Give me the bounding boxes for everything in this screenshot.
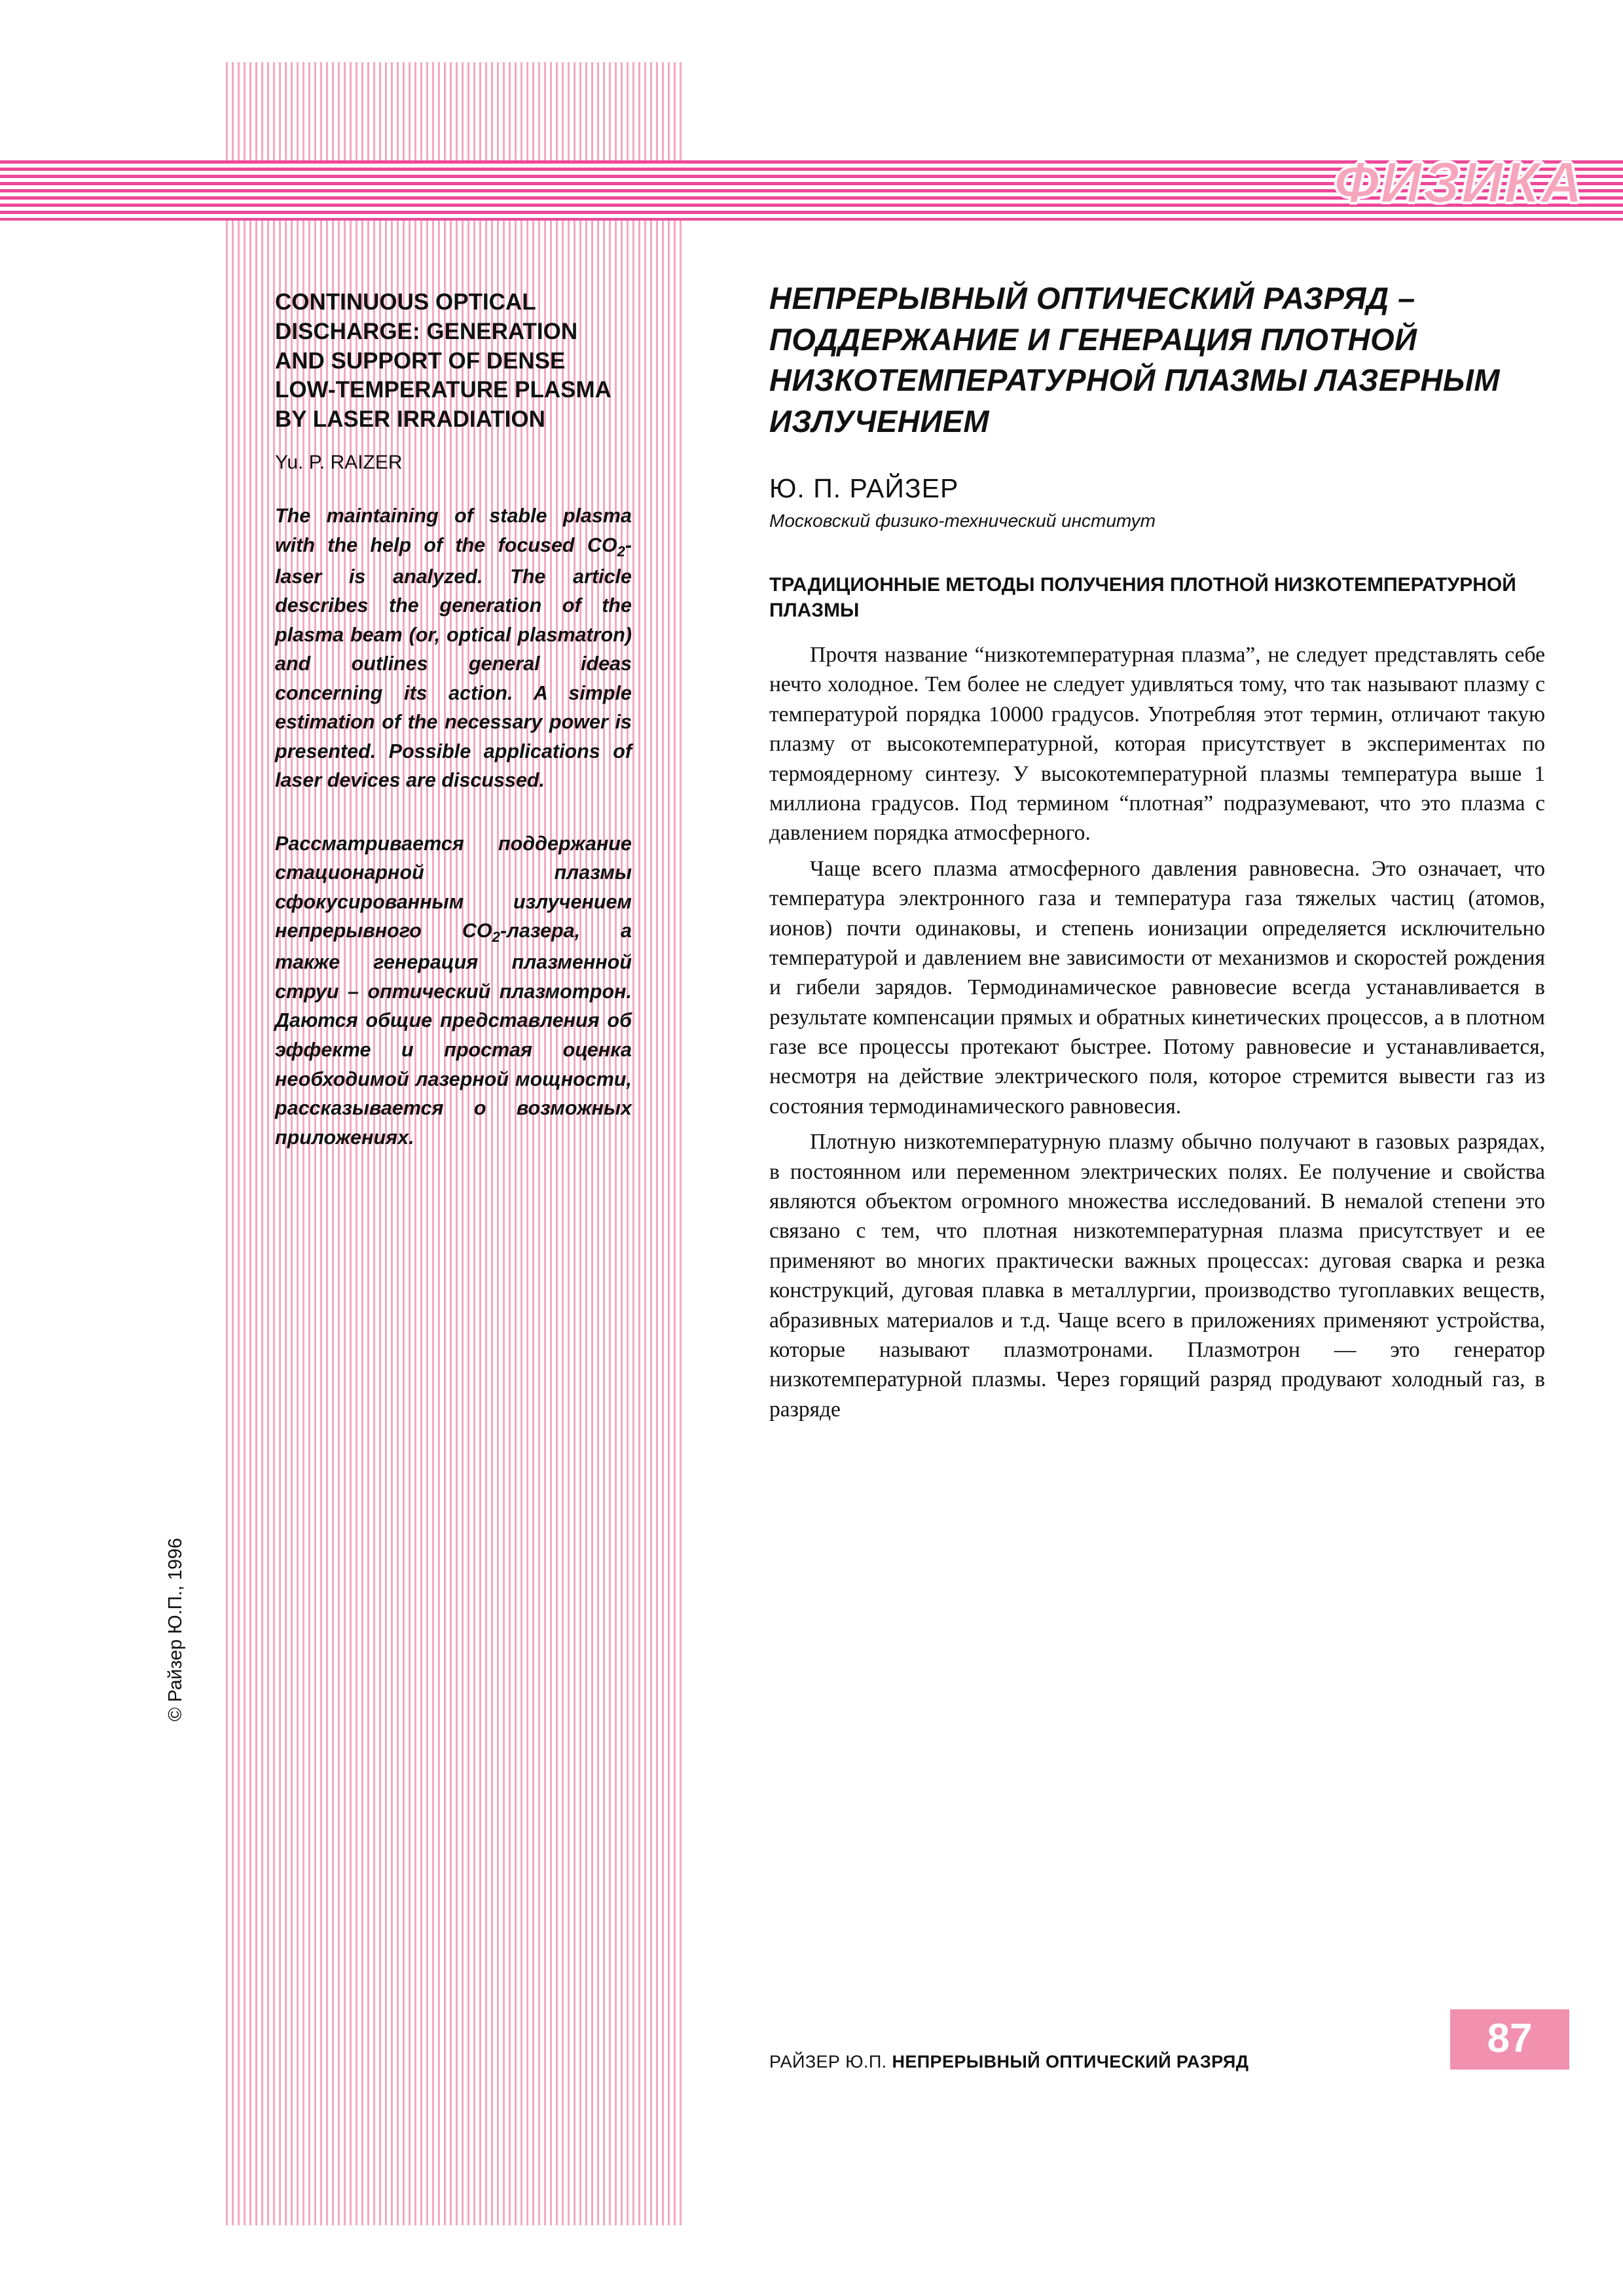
journal-masthead: ФИЗИКА bbox=[1334, 150, 1584, 215]
page-number: 87 bbox=[1487, 2015, 1533, 2061]
russian-abstract bbox=[275, 829, 632, 1152]
english-abstract-pre: The maintaining of stable plasma with the help of the focused CO bbox=[275, 504, 632, 556]
english-author: Yu. P. RAIZER bbox=[275, 451, 403, 473]
article-affiliation: Московский физико-технический институт bbox=[769, 511, 1156, 531]
article-author: Ю. П. РАЙЗЕР bbox=[769, 473, 959, 503]
article-title: НЕПРЕРЫВНЫЙ ОПТИЧЕСКИЙ РАЗРЯД – ПОДДЕРЖАНИЕ И ГЕНЕРАЦИЯ ПЛОТНОЙ НИЗКОТЕМПЕРАТУРНОЙ ПЛАЗМЫ ЛАЗЕРНЫМ ИЗЛУЧЕНИЕМ bbox=[769, 281, 1501, 439]
body-paragraph: Прочтя название “низкотемпературная плазма”, не следует представлять себе нечто холодное. Тем более не следует удивляться тому, что так называют плазму с температурой порядка 10000 градусов. Употребляя этот термин, отличают такую плазму от высокотемпературной, которая присутствует в экспериментах по термоядерному синтезу. У высокотемпературной плазмы температура выше 1 миллиона градусов. Под термином “плотная” подразумевают, что это плазма с давлением порядка атмосферного. bbox=[769, 643, 1545, 846]
english-abstract-subscript: 2 bbox=[617, 543, 625, 560]
english-title: CONTINUOUS OPTICAL DISCHARGE: GENERATION AND SUPPORT OF DENSE LOW-TEMPERATURE PLASMA BY LASER IRRADIATION bbox=[275, 289, 611, 433]
russian-abstract-post: -лазера, а также генерация плазменной струи – оптический плазмотрон. Даются общие представления об эффекте и простая оценка необходимой лазерной мощности, рассказывается о возможных приложениях. bbox=[275, 920, 632, 1149]
body-paragraph: Плотную низкотемпературную плазму обычно получают в газовых разрядах, в постоянном или переменном электрических полях. Ее получение и свойства являются объектом огромного множества исследований. В немалой степени это связано с тем, что плотная низкотемпературная плазма присутствует и ее применяют во многих практически важных процессах: дуговая сварка и резка конструкций, дуговая плавка в металлургии, производство тугоплавких веществ, абразивных материалов и т.д. Чаще всего в приложениях применяют устройства, которые называют плазмотронами. Плазмотрон — это генератор низкотемпературной плазмы. Через горящий разряд продувают холодный газ, в разряде bbox=[769, 1130, 1545, 1422]
article-column bbox=[769, 278, 1545, 1430]
page-footer bbox=[769, 2052, 1249, 2072]
english-abstract-post: -laser is analyzed. The article describes the generation of the plasma beam (or, optical plasmatron) and outlines general ideas concerning its action. A simple estimation of the necessary power is presented. Possible applications of laser devices are discussed. bbox=[275, 533, 632, 792]
english-abstract bbox=[275, 501, 632, 795]
body-paragraph: Чаще всего плазма атмосферного давления равновесна. Это означает, что температура электронного газа и температура газа тяжелых частиц (атомов, ионов) почти одинаковы, и степень ионизации определяется исключительно температурой и давлением вне зависимости от механизмов и скоростей рождения и гибели зарядов. Термодинамическое равновесие всегда устанавливается в результате компенсации прямых и обратных кинетических процессов, а в плотном газе все процессы протекают быстрее. Потому равновесие и устанавливается, несмотря на действие электрического поля, которое стремится вывести газ из состояния термодинамического равновесия. bbox=[769, 856, 1545, 1119]
footer-title: НЕПРЕРЫВНЫЙ ОПТИЧЕСКИЙ РАЗРЯД bbox=[892, 2052, 1249, 2072]
copyright-notice: © Райзер Ю.П., 1996 bbox=[165, 1537, 186, 1721]
abstract-column bbox=[275, 288, 632, 1186]
russian-abstract-pre: Рассматривается поддержание стационарной плазмы сфокусированным излучением непрерывного CO bbox=[275, 832, 632, 942]
section-heading: ТРАДИЦИОННЫЕ МЕТОДЫ ПОЛУЧЕНИЯ ПЛОТНОЙ НИЗКОТЕМПЕРАТУРНОЙ ПЛАЗМЫ bbox=[769, 574, 1516, 621]
footer-author: РАЙЗЕР Ю.П. bbox=[769, 2052, 887, 2072]
russian-abstract-subscript: 2 bbox=[492, 929, 500, 946]
